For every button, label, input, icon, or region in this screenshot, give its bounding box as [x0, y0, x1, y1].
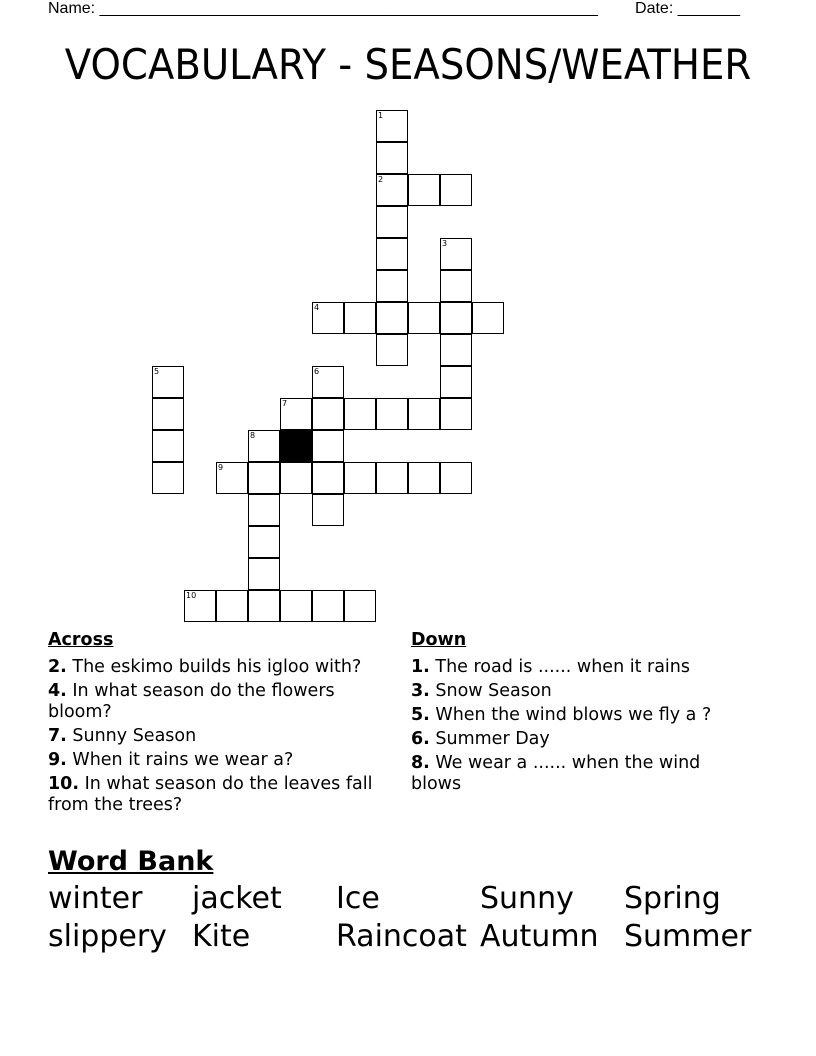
crossword-cell[interactable] — [376, 142, 408, 174]
crossword-cell[interactable] — [408, 174, 440, 206]
crossword-cell[interactable] — [216, 590, 248, 622]
crossword-cell[interactable] — [344, 462, 376, 494]
clue-across: 7. Sunny Season — [48, 726, 197, 746]
word-bank-title: Word Bank — [48, 846, 214, 877]
crossword-cell[interactable] — [248, 494, 280, 526]
crossword-cell[interactable] — [408, 302, 440, 334]
clue-number: 7 — [282, 399, 288, 408]
crossword-cell[interactable] — [376, 462, 408, 494]
crossword-cell[interactable] — [312, 302, 344, 334]
clue-across: 10. In what season do the leaves fall from the trees? — [48, 774, 373, 815]
clue-across: 2. The eskimo builds his igloo with? — [48, 657, 362, 677]
crossword-cell[interactable] — [440, 302, 472, 334]
clue-number: 9 — [218, 463, 224, 472]
down-heading: Down — [411, 630, 467, 650]
crossword-cell[interactable] — [312, 366, 344, 398]
clue-number: 2 — [378, 175, 384, 184]
clue-number: 3 — [442, 239, 448, 248]
clue-number: 5 — [154, 367, 160, 376]
crossword-cell[interactable] — [248, 526, 280, 558]
crossword-cell[interactable] — [472, 302, 504, 334]
crossword-cell[interactable] — [440, 174, 472, 206]
date-field[interactable]: Date: _______ — [635, 0, 740, 17]
across-heading: Across — [48, 630, 114, 650]
crossword-cell[interactable] — [344, 302, 376, 334]
blocked-cell — [280, 430, 312, 462]
word-bank-item: Sunny — [480, 881, 574, 916]
word-bank-item: slippery — [48, 919, 167, 954]
crossword-cell[interactable] — [376, 110, 408, 142]
crossword-cell[interactable] — [376, 302, 408, 334]
clue-number: 10 — [186, 591, 197, 600]
crossword-cell[interactable] — [248, 462, 280, 494]
clue-number: 4 — [314, 303, 320, 312]
crossword-cell[interactable] — [152, 462, 184, 494]
word-bank-item: Kite — [192, 919, 251, 954]
clue-down: 6. Summer Day — [411, 729, 550, 749]
crossword-cell[interactable] — [408, 398, 440, 430]
crossword-cell[interactable] — [248, 558, 280, 590]
clue-number: 1 — [378, 111, 384, 120]
clue-down: 5. When the wind blows we fly a ? — [411, 705, 712, 725]
crossword-cell[interactable] — [152, 398, 184, 430]
word-bank-item: Ice — [336, 881, 380, 916]
crossword-cell[interactable] — [440, 270, 472, 302]
crossword-cell[interactable] — [440, 398, 472, 430]
crossword-cell[interactable] — [248, 430, 280, 462]
crossword-cell[interactable] — [312, 430, 344, 462]
crossword-cell[interactable] — [312, 398, 344, 430]
across-clues — [48, 630, 400, 819]
crossword-cell[interactable] — [376, 398, 408, 430]
crossword-cell[interactable] — [184, 590, 216, 622]
crossword-cell[interactable] — [280, 462, 312, 494]
crossword-cell[interactable] — [440, 462, 472, 494]
crossword-cell[interactable] — [248, 590, 280, 622]
word-bank-item: Spring — [624, 881, 721, 916]
clue-number: 8 — [250, 431, 256, 440]
crossword-cell[interactable] — [312, 494, 344, 526]
crossword-cell[interactable] — [312, 462, 344, 494]
crossword-cell[interactable] — [408, 462, 440, 494]
word-bank-item: Autumn — [480, 919, 599, 954]
clue-down: 8. We wear a ...... when the wind blows — [411, 753, 701, 794]
word-bank — [48, 882, 768, 954]
clue-number: 6 — [314, 367, 320, 376]
crossword-cell[interactable] — [344, 590, 376, 622]
clue-across: 4. In what season do the flowers bloom? — [48, 681, 335, 722]
word-bank-item: winter — [48, 881, 143, 916]
clue-across: 9. When it rains we wear a? — [48, 750, 294, 770]
page-title: VOCABULARY - SEASONS/WEATHER — [64, 40, 752, 89]
crossword-cell[interactable] — [152, 366, 184, 398]
crossword-cell[interactable] — [376, 334, 408, 366]
crossword-cell[interactable] — [280, 398, 312, 430]
crossword-cell[interactable] — [152, 430, 184, 462]
crossword-cell[interactable] — [440, 366, 472, 398]
clue-down: 1. The road is ...... when it rains — [411, 657, 690, 677]
word-bank-item: Summer — [624, 919, 752, 954]
crossword-cell[interactable] — [216, 462, 248, 494]
crossword-cell[interactable] — [440, 334, 472, 366]
crossword-cell[interactable] — [376, 174, 408, 206]
crossword-cell[interactable] — [376, 270, 408, 302]
crossword-cell[interactable] — [312, 590, 344, 622]
word-bank-item: Raincoat — [336, 919, 467, 954]
word-bank-item: jacket — [192, 881, 282, 916]
name-field[interactable]: Name: ________________________________________________________ — [48, 0, 598, 17]
crossword-cell[interactable] — [344, 398, 376, 430]
down-clues — [411, 630, 751, 798]
crossword-cell[interactable] — [440, 238, 472, 270]
clue-down: 3. Snow Season — [411, 681, 552, 701]
crossword-cell[interactable] — [376, 206, 408, 238]
crossword-cell[interactable] — [376, 238, 408, 270]
crossword-cell[interactable] — [280, 590, 312, 622]
